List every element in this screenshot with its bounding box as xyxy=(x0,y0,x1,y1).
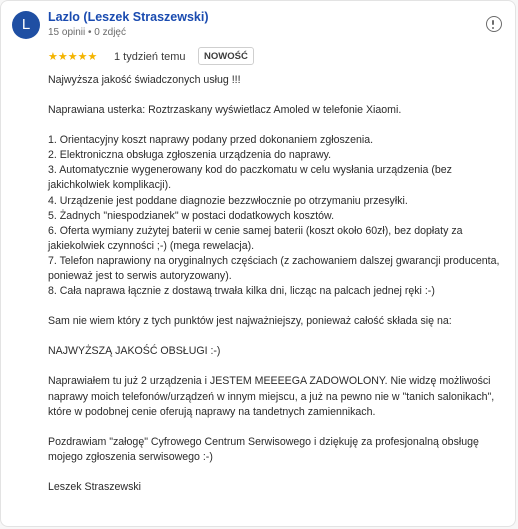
exclamation-dot xyxy=(492,27,494,29)
list-item: 3. Automatycznie wygenerowany kod do paczkomatu w celu wysłania urządzenia (bez jakichkolwiek komplikacji). xyxy=(48,164,452,192)
review-signature: Leszek Straszewski xyxy=(48,480,142,493)
list-item: 5. Żadnych "niespodzianek" w postaci dodatkowych kosztów. xyxy=(48,209,335,222)
author-meta: 15 opinii • 0 zdjęć xyxy=(48,27,126,38)
list-item: 7. Telefon naprawiony na oryginalnych częściach (z zachowaniem dalszej gwarancji producenta, ponieważ jest to serwis autoryzowany). xyxy=(48,254,500,283)
author-name[interactable]: Lazlo (Leszek Straszewski) xyxy=(48,10,209,24)
review-date: 1 tydzień temu xyxy=(114,51,186,63)
review-paragraph: Sam nie wiem który z tych punktów jest najważniejszy, ponieważ całość składa się na: xyxy=(48,315,452,328)
review-paragraph: Pozdrawiam "załogę" Cyfrowego Centrum Serwisowego i dziękuję za profesjonalną obsługę mojego zgłoszenia serwisowego :-) xyxy=(48,435,479,463)
exclamation-bar xyxy=(492,20,494,26)
list-item: 2. Elektroniczna obsługa zgłoszenia urządzenia do naprawy. xyxy=(48,149,332,162)
report-flag-icon[interactable] xyxy=(486,16,502,32)
list-item: 8. Cała naprawa łącznie z dostawą trwała kilka dni, licząc na palcach jednej ręki :-) xyxy=(48,285,435,298)
list-item: 1. Orientacyjny koszt naprawy podany przed dokonaniem zgłoszenia. xyxy=(48,134,374,147)
star-rating: ★★★★★ xyxy=(48,51,98,63)
review-text xyxy=(48,73,510,495)
review-paragraph: Naprawiałem tu już 2 urządzenia i JESTEM MEEEEGA ZADOWOLONY. Nie widzę możliwości naprawy moich telefonów/urządzeń w innym miejscu, a już na pewno nie w "tanich salonikach", które w podobnej cenie oferują naprawy na tandetnych zamiennikach. xyxy=(48,375,495,418)
review-paragraph: NAJWYŻSZĄ JAKOŚĆ OBSŁUGI :-) xyxy=(48,345,221,358)
review-paragraph: Najwyższa jakość świadczonych usług !!! xyxy=(48,74,241,86)
list-item: 4. Urządzenie jest poddane diagnozie bezzwłocznie po otrzymaniu przesyłki. xyxy=(48,194,408,207)
new-badge: NOWOŚĆ xyxy=(198,47,254,65)
review-paragraph: Naprawiana usterka: Roztrzaskany wyświetlacz Amoled w telefonie Xiaomi. xyxy=(48,104,402,117)
list-item: 6. Oferta wymiany zużytej baterii w cenie samej baterii (koszt około 60zł), bez dopłaty za jakiekolwiek czynności ;-) (mega rewelacja). xyxy=(48,224,463,252)
avatar[interactable]: L xyxy=(12,11,40,39)
